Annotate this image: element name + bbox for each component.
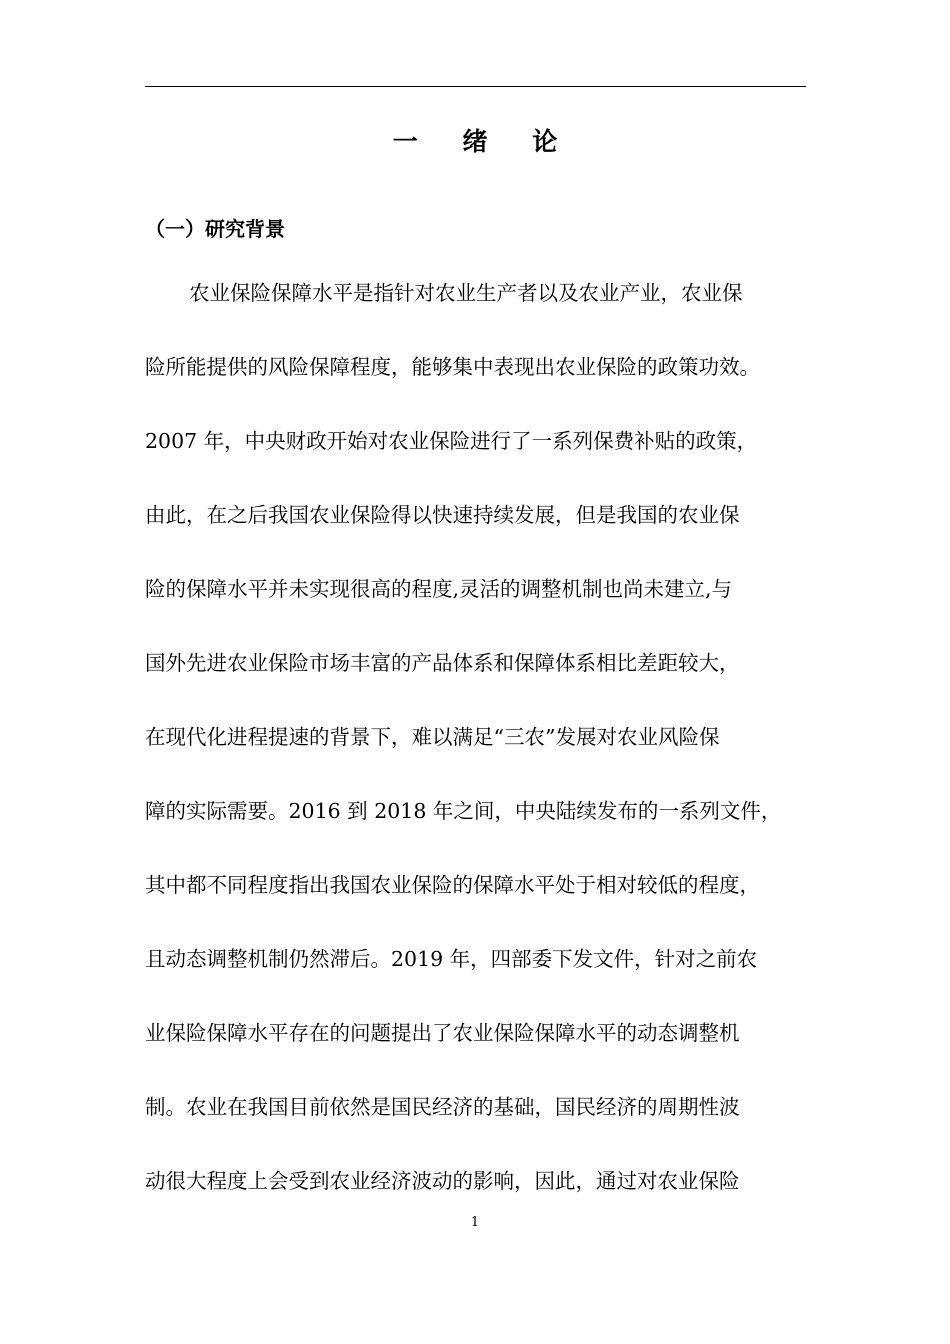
page-number: 1 <box>470 1215 480 1230</box>
paragraph-line: 由此，在之后我国农业保险得以快速持续发展，但是我国的农业保 <box>145 503 740 527</box>
paragraph-line: 在现代化进程提速的背景下，难以满足“三农”发展对农业风险保 <box>145 725 720 749</box>
paragraph-line: 2007 年，中央财政开始对农业保险进行了一系列保费补贴的政策， <box>145 429 758 453</box>
paragraph-line: 险的保障水平并未实现很高的程度,灵活的调整机制也尚未建立,与 <box>145 577 733 601</box>
paragraph-line: 障的实际需要。2016 到 2018 年之间，中央陆续发布的一系列文件， <box>145 799 782 823</box>
paragraph-line: 业保险保障水平存在的问题提出了农业保险保障水平的动态调整机 <box>145 1021 740 1045</box>
paragraph-line: 且动态调整机制仍然滞后。2019 年，四部委下发文件，针对之前农 <box>145 947 758 971</box>
chapter-title: 一 绪 论 <box>392 127 576 156</box>
paragraph-line: 国外先进农业保险市场丰富的产品体系和保障体系相比差距较大， <box>145 651 740 675</box>
header-rule <box>145 86 806 87</box>
section-heading: （一）研究背景 <box>145 217 285 241</box>
paragraph-line: 险所能提供的风险保障程度，能够集中表现出农业保险的政策功效。 <box>145 355 760 379</box>
paragraph-line: 制。农业在我国目前依然是国民经济的基础，国民经济的周期性波 <box>145 1095 740 1119</box>
paragraph-line: 农业保险保障水平是指针对农业生产者以及农业产业，农业保 <box>189 281 743 305</box>
paragraph-line: 动很大程度上会受到农业经济波动的影响，因此，通过对农业保险 <box>145 1169 740 1193</box>
paragraph-line: 其中都不同程度指出我国农业保险的保障水平处于相对较低的程度， <box>145 873 760 897</box>
